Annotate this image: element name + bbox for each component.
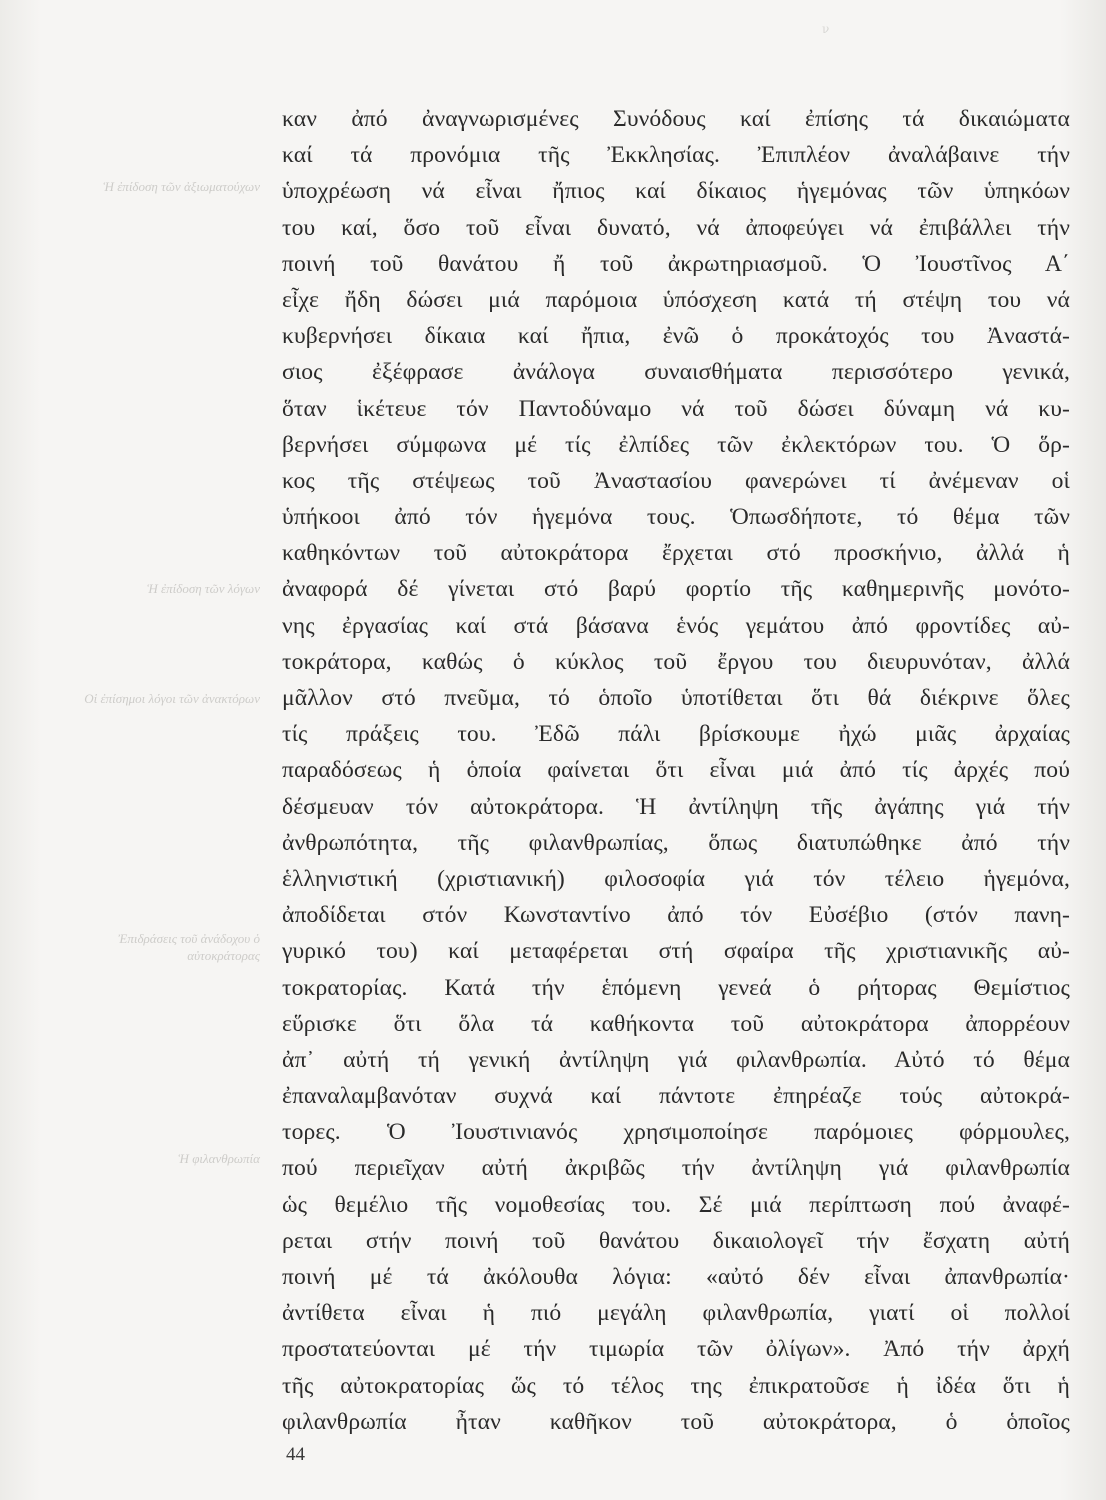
text-line: γυρικό του) καί μεταφέρεται στή σφαίρα τῆς χριστιανικῆς αὐ- [282, 938, 1070, 965]
text-line: ποινή τοῦ θανάτου ἤ τοῦ ἀκρωτηριασμοῦ. Ὁ Ἰουστῖνος Α΄ [282, 250, 1070, 277]
text-line: ἑλληνιστική (χριστιανική) φιλοσοφία γιά τόν τέλειο ἡγεμόνα, [282, 865, 1070, 892]
text-line: νης ἐργασίας καί στά βάσανα ἑνός γεμάτου ἀπό φροντίδες αὐ- [282, 612, 1070, 639]
text-line: κυβερνήσει δίκαια καί ἤπια, ἐνῶ ὁ προκάτοχός του Ἀναστά- [282, 323, 1070, 350]
text-line: κος τῆς στέψεως τοῦ Ἀναστασίου φανερώνει τί ἀνέμεναν οἱ [282, 467, 1070, 494]
margin-note: Οἱ ἐπίσημοι λόγοι τῶν ἀνακτόρων [84, 691, 260, 706]
text-line: τῆς αὐτοκρατορίας ὥς τό τέλος της ἐπικρατοῦσε ἡ ἰδέα ὅτι ἡ [282, 1372, 1070, 1399]
text-line: ἀπ᾽ αὐτή τή γενική ἀντίληψη γιά φιλανθρωπία. Αὐτό τό θέμα [282, 1046, 1070, 1073]
text-line: τοκράτορα, καθώς ὁ κύκλος τοῦ ἔργου του διευρυνόταν, ἀλλά [282, 648, 1070, 675]
text-line: προστατεύονται μέ τήν τιμωρία τῶν ὀλίγων». Ἀπό τήν ἀρχή [282, 1336, 1070, 1363]
margin-note: Ἐπιδράσεις τοῦ ἀνάδοχου ὁ αὐτοκράτορας [118, 931, 260, 963]
text-line: τορες. Ὁ Ἰουστινιανός χρησιμοποίησε παρόμοιες φόρμουλες, [282, 1119, 1070, 1146]
text-line: ὑπήκοοι ἀπό τόν ἡγεμόνα τους. Ὁπωσδήποτε, τό θέμα τῶν [282, 504, 1070, 531]
text-line: φιλανθρωπία ἦταν καθῆκον τοῦ αὐτοκράτορα, ὁ ὁποῖος [282, 1408, 1070, 1435]
text-line: σιος ἐξέφρασε ἀνάλογα συναισθήματα περισσότερο γενικά, [282, 359, 1070, 386]
text-line: μᾶλλον στό πνεῦμα, τό ὁποῖο ὑποτίθεται ὅτι θά διέκρινε ὅλες [282, 685, 1070, 711]
text-line: ὡς θεμέλιο τῆς νομοθεσίας του. Σέ μιά περίπτωση πού ἀναφέ- [282, 1191, 1070, 1218]
text-line: τίς πράξεις του. Ἐδῶ πάλι βρίσκουμε ἠχώ μιᾶς ἀρχαίας [282, 721, 1070, 748]
text-line: ρεται στήν ποινή τοῦ θανάτου δικαιολογεῖ τήν ἔσχατη αὐτή [282, 1227, 1070, 1254]
text-line: ὅταν ἱκέτευε τόν Παντοδύναμο νά τοῦ δώσει δύναμη νά κυ- [282, 395, 1070, 422]
text-line: ἀποδίδεται στόν Κωνσταντίνο ἀπό τόν Εὐσέβιο (στόν πανη- [282, 902, 1070, 929]
margin-note: Ἡ ἐπίδοση τῶν λόγων [147, 581, 260, 596]
page-number: 44 [286, 1444, 305, 1465]
text-line: εὕρισκε ὅτι ὅλα τά καθήκοντα τοῦ αὐτοκράτορα ἀπορρέουν [282, 1010, 1070, 1037]
text-line: ποινή μέ τά ἀκόλουθα λόγια: «αὐτό δέν εἶναι ἀπανθρωπία· [282, 1264, 1070, 1290]
margin-note: Ἡ ἐπίδοση τῶν ἀξιωματούχων [103, 179, 260, 194]
page-top-mark: ν [822, 22, 830, 36]
text-line: ἐπαναλαμβανόταν συχνά καί πάντοτε ἐπηρέαζε τούς αὐτοκρά- [282, 1083, 1070, 1110]
text-line: τοκρατορίας. Κατά τήν ἑπόμενη γενεά ὁ ρήτορας Θεμίστιος [282, 974, 1070, 1001]
text-line: πού περιεῖχαν αὐτή ἀκριβῶς τήν ἀντίληψη γιά φιλανθρωπία [282, 1155, 1070, 1182]
text-line: καί τά προνόμια τῆς Ἐκκλησίας. Ἐπιπλέον ἀναλάβαινε τήν [282, 142, 1070, 169]
text-line: καθηκόντων τοῦ αὐτοκράτορα ἔρχεται στό προσκήνιο, ἀλλά ἡ [282, 540, 1070, 567]
text-line: παραδόσεως ἡ ὁποία φαίνεται ὅτι εἶναι μιά ἀπό τίς ἀρχές πού [282, 757, 1070, 784]
text-line: δέσμευαν τόν αὐτοκράτορα. Ἡ ἀντίληψη τῆς ἀγάπης γιά τήν [282, 793, 1070, 820]
text-line: βερνήσει σύμφωνα μέ τίς ἐλπίδες τῶν ἐκλεκτόρων του. Ὁ ὅρ- [282, 431, 1070, 458]
text-line: του καί, ὅσο τοῦ εἶναι δυνατό, νά ἀποφεύγει νά ἐπιβάλλει τήν [282, 214, 1070, 241]
margin-notes [0, 0, 260, 1500]
text-line: καν ἀπό ἀναγνωρισμένες Συνόδους καί ἐπίσης τά δικαιώματα [282, 106, 1070, 132]
margin-note: Ἡ φιλανθρωπία [178, 1151, 260, 1166]
text-line: ἀναφορά δέ γίνεται στό βαρύ φορτίο τῆς καθημερινῆς μονότο- [282, 576, 1070, 603]
text-line: ὑποχρέωση νά εἶναι ἤπιος καί δίκαιος ἡγεμόνας τῶν ὑπηκόων [282, 178, 1070, 205]
body-text [282, 101, 1070, 1440]
text-line: ἀντίθετα εἶναι ἡ πιό μεγάλη φιλανθρωπία, γιατί οἱ πολλοί [282, 1300, 1070, 1327]
text-line: εἶχε ἤδη δώσει μιά παρόμοια ὑπόσχεση κατά τή στέψη του νά [282, 286, 1070, 313]
text-line: ἀνθρωπότητα, τῆς φιλανθρωπίας, ὅπως διατυπώθηκε ἀπό τήν [282, 829, 1070, 856]
